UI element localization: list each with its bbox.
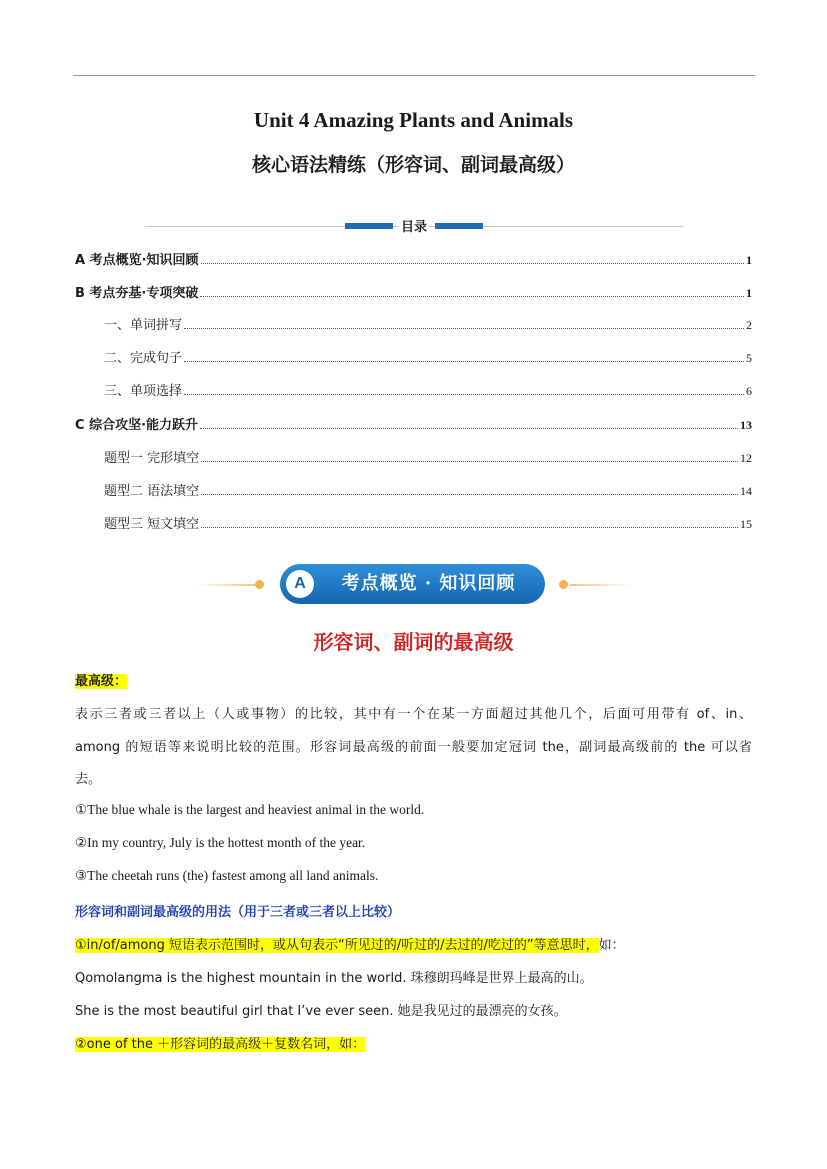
toc-entry-label: 题型三 短文填空	[104, 517, 200, 532]
toc-entry[interactable]	[104, 448, 752, 466]
toc-entry-label: 题型一 完形填空	[104, 451, 200, 466]
rule-example: She is the most beautiful girl that I’ve ever seen. 她是我见过的最漂亮的女孩。	[75, 1004, 567, 1019]
toc-entry-label: B 考点夯基·专项突破	[75, 286, 199, 301]
toc-entry[interactable]	[75, 415, 752, 433]
toc-entry-label: C 综合攻坚·能力跃升	[75, 418, 199, 433]
banner-dot-left	[255, 580, 264, 589]
toc-entry-page: 5	[746, 351, 752, 365]
document-title: Unit 4 Amazing Plants and Animals	[253, 108, 574, 132]
toc-leader	[184, 327, 744, 329]
toc-entry-page: 1	[746, 253, 752, 267]
section-banner	[195, 562, 632, 606]
toc-leader	[200, 427, 738, 429]
toc-entry[interactable]	[75, 250, 752, 268]
toc-entry-page: 15	[740, 517, 752, 531]
toc-entry-label: 三、单项选择	[104, 384, 183, 399]
toc-leader	[201, 526, 738, 528]
rule-highlight: ①in/of/among 短语表示范围时，或从句表示“所见过的/听过的/去过的/吃过的”等意思时，	[75, 938, 599, 953]
banner-pill	[280, 564, 545, 604]
toc-title: 目录	[400, 220, 427, 235]
toc-entry-page: 13	[740, 418, 752, 432]
toc-entry-label: A 考点概览·知识回顾	[75, 253, 199, 268]
usage-heading: 形容词和副词最高级的用法（用于三者或三者以上比较）	[75, 905, 401, 920]
document-subtitle: 核心语法精练（形容词、副词最高级）	[251, 154, 575, 176]
toc-leader	[201, 493, 738, 495]
definition-line: 去。	[75, 772, 102, 787]
banner-dot-right	[559, 580, 568, 589]
toc-entry[interactable]	[104, 381, 752, 399]
toc-leader	[201, 460, 738, 462]
superlative-label: 最高级：	[75, 674, 128, 689]
example-sentence: ②In my country, July is the hottest month of the year.	[75, 835, 366, 850]
example-sentence: ①The blue whale is the largest and heaviest animal in the world.	[75, 802, 425, 817]
toc-entry[interactable]	[104, 348, 752, 366]
banner-letter-badge: A	[286, 570, 314, 598]
toc-entry[interactable]	[104, 315, 752, 333]
toc-entry[interactable]	[104, 514, 752, 532]
banner-text: 考点概览 · 知识回顾	[341, 573, 516, 594]
toc-entry-page: 12	[740, 451, 752, 465]
definition-line: among 的短语等来说明比较的范围。形容词最高级的前面一般要加定冠词 the，副词最高级前的 the 可以省	[75, 740, 752, 755]
rule-example: Qomolangma is the highest mountain in the world. 珠穆朗玛峰是世界上最高的山。	[75, 971, 593, 986]
toc-entry-label: 二、完成句子	[104, 351, 183, 366]
toc-leader	[201, 262, 744, 264]
toc-entry-page: 6	[746, 384, 752, 398]
toc-leader	[184, 393, 744, 395]
definition-line: 表示三者或三者以上（人或事物）的比较，其中有一个在某一方面超过其他几个，后面可用带有 of、in、	[75, 707, 752, 722]
rule-highlight: ②one of the ＋形容词的最高级＋复数名词，如：	[75, 1037, 366, 1052]
toc-entry-page: 14	[740, 484, 752, 498]
toc-leader	[200, 295, 744, 297]
toc-entry[interactable]	[104, 481, 752, 499]
toc-leader	[184, 360, 744, 362]
example-sentence: ③The cheetah runs (the) fastest among all land animals.	[75, 868, 379, 883]
banner-line-left	[195, 584, 257, 586]
toc-entry-label: 一、单词拼写	[104, 318, 183, 333]
toc-entry-page: 1	[746, 286, 752, 300]
toc-heading	[145, 218, 683, 234]
toc-entry-page: 2	[746, 318, 752, 332]
toc-entry-label: 题型二 语法填空	[104, 484, 200, 499]
header-rule	[73, 75, 755, 76]
toc-entry[interactable]	[75, 283, 752, 301]
banner-line-right	[570, 584, 632, 586]
rule-suffix: 如：	[598, 938, 625, 953]
section-title: 形容词、副词的最高级	[313, 630, 514, 654]
